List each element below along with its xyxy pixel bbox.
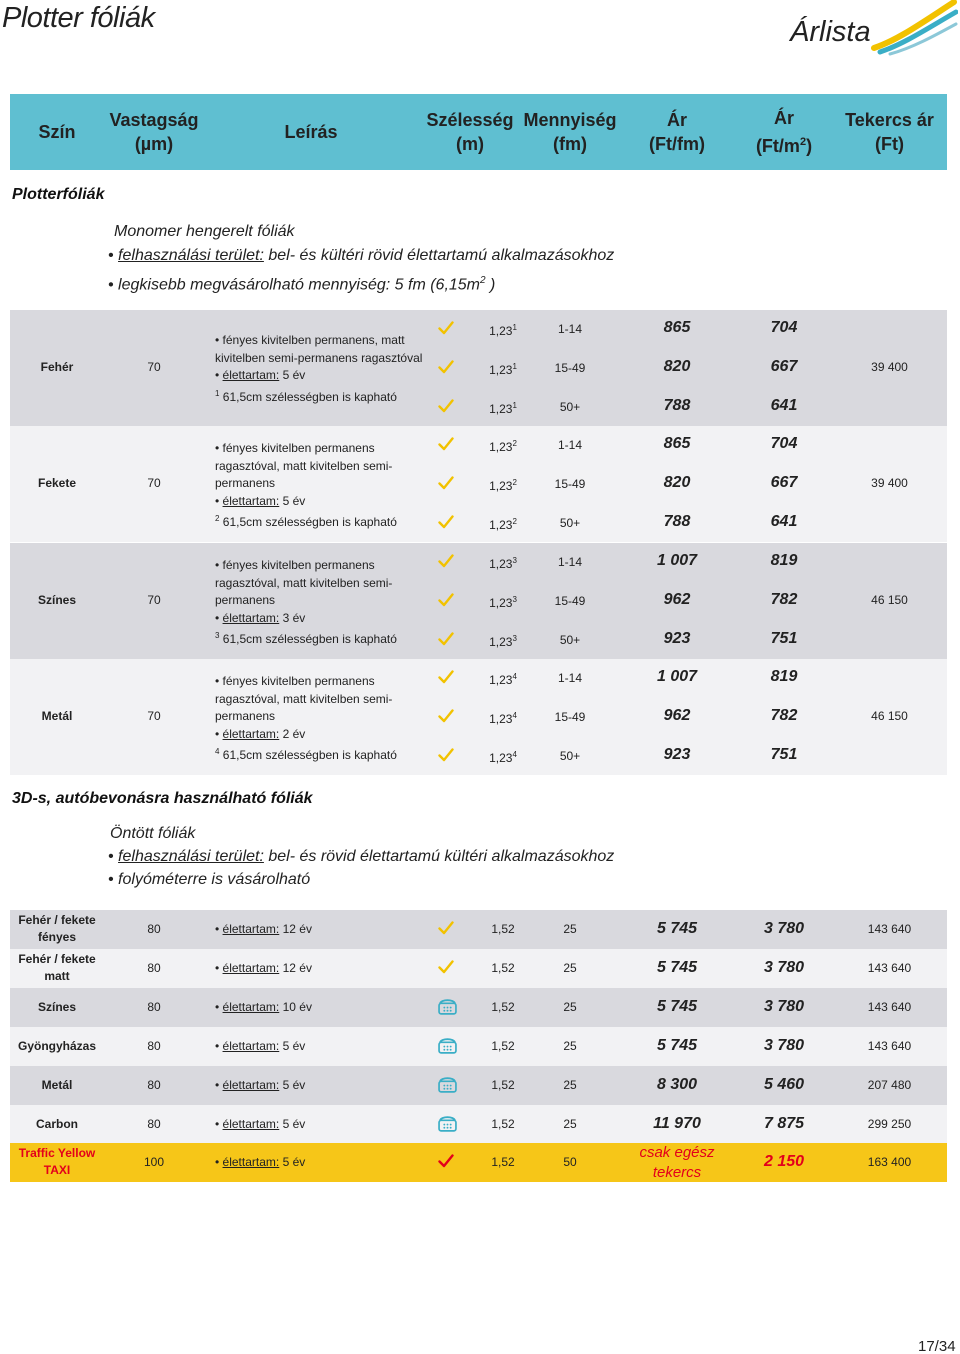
quantity-range: 15-49	[554, 594, 586, 608]
description: • élettartam: 10 év	[215, 1000, 312, 1014]
col-leiras: Leírás	[284, 122, 338, 142]
price-per-m2: 704	[770, 435, 798, 452]
width-value: 1,23$^4$	[489, 750, 517, 765]
price-per-m2: 782	[770, 591, 798, 608]
price-per-fm: 962	[663, 591, 691, 608]
price-per-m2: 667	[770, 358, 798, 375]
price-per-fm: 5 745	[656, 920, 698, 937]
quantity-range: 15-49	[554, 710, 586, 724]
color-name: Színes	[37, 1000, 76, 1014]
table-row	[10, 1027, 947, 1066]
table-row	[10, 910, 947, 949]
quantity: 50	[563, 1155, 577, 1169]
width-value: 1,23$^1$	[489, 401, 517, 416]
color-name: Színes	[37, 593, 76, 607]
description: • fényes kivitelben permanens ragasztóval, matt kivitelben semi- permanens • élettartam: 2 év $^4$ 61,5cm szélességben is kapható	[215, 674, 397, 762]
section-plotterfoliak-title: Plotterfóliák	[12, 186, 105, 203]
price-per-m2: 751	[770, 746, 798, 763]
section2-line2: • felhasználási terület: bel- és rövid élettartamú kültéri alkalmazásokhoz	[108, 848, 615, 865]
quantity-range: 50+	[559, 749, 581, 763]
width-value: 1,52	[491, 961, 515, 975]
col-szelesseg: Szélesség (m)	[426, 110, 514, 154]
thickness: 70	[147, 360, 161, 374]
table-header	[10, 94, 947, 170]
price-per-m2: 3 780	[763, 1037, 805, 1054]
price-per-m2: 2 150	[763, 1153, 805, 1170]
roll-price: 39 400	[871, 476, 908, 490]
color-name: Fehér	[40, 360, 74, 374]
width-value: 1,23$^4$	[489, 711, 517, 726]
price-per-m2: 7 875	[763, 1115, 805, 1132]
price-per-m2: 641	[770, 513, 798, 530]
price-per-fm: 820	[663, 474, 691, 491]
width-value: 1,23$^3$	[489, 634, 517, 649]
table-row	[10, 426, 947, 542]
table-row	[10, 1066, 947, 1105]
price-per-m2: 751	[770, 630, 798, 647]
table-row	[10, 543, 947, 659]
section1-line1: Monomer hengerelt fóliák	[114, 223, 295, 240]
width-value: 1,23$^2$	[489, 517, 517, 532]
col-szin: Szín	[38, 122, 76, 142]
quantity-range: 1-14	[557, 671, 583, 685]
col-tekercs: Tekercs ár (Ft)	[845, 110, 934, 154]
price-list-title: Árlista	[790, 16, 871, 48]
color-name: Traffic Yellow TAXI	[18, 1146, 96, 1177]
roll-price: 143 640	[867, 961, 912, 975]
price-per-m2: 3 780	[763, 920, 805, 937]
price-per-fm: 820	[663, 358, 691, 375]
quantity: 25	[563, 961, 577, 975]
price-per-m2: 667	[770, 474, 798, 491]
price-per-m2: 704	[770, 319, 798, 336]
thickness: 70	[147, 593, 161, 607]
color-name: Metál	[41, 1078, 73, 1092]
section1-line3: • legkisebb megvásárolható mennyiség: 5 fm ($6,15m^2$ )	[108, 275, 496, 294]
page-title: Plotter fóliák	[2, 2, 155, 34]
price-per-m2: 641	[770, 397, 798, 414]
quantity-range: 50+	[559, 516, 581, 530]
roll-price: 299 250	[867, 1117, 912, 1131]
price-per-fm: 962	[663, 707, 691, 724]
quantity-range: 50+	[559, 633, 581, 647]
brand-swoosh-logo	[868, 0, 958, 56]
section2-line3: • folyóméterre is vásárolható	[108, 871, 311, 888]
thickness: 80	[147, 1039, 161, 1053]
col-ar-fm: Ár (Ft/fm)	[649, 110, 705, 154]
width-value: 1,23$^3$	[489, 595, 517, 610]
price-per-m2: 819	[770, 668, 798, 685]
width-value: 1,52	[491, 1078, 515, 1092]
thickness: 80	[147, 961, 161, 975]
price-per-fm: 1 007	[656, 552, 698, 569]
color-name: Gyöngyházas	[17, 1039, 97, 1053]
roll-price: 143 640	[867, 922, 912, 936]
thickness: 80	[147, 1078, 161, 1092]
section2-line1: Öntött fóliák	[110, 825, 196, 842]
price-per-m2: 5 460	[763, 1076, 805, 1093]
description: • élettartam: 5 év	[215, 1117, 306, 1131]
table-row	[10, 659, 947, 775]
price-per-fm: 11 970	[653, 1115, 701, 1132]
price-per-m2: 819	[770, 552, 798, 569]
width-value: 1,52	[491, 922, 515, 936]
width-value: 1,52	[491, 1000, 515, 1014]
roll-price: 46 150	[871, 709, 908, 723]
width-value: 1,23$^4$	[489, 672, 517, 687]
price-per-fm: 5 745	[656, 959, 698, 976]
col-mennyiseg: Mennyiség (fm)	[523, 110, 617, 154]
roll-price: 207 480	[867, 1078, 912, 1092]
table-row	[10, 1105, 947, 1144]
quantity-range: 1-14	[557, 555, 583, 569]
roll-price: 39 400	[871, 360, 908, 374]
quantity: 25	[563, 1000, 577, 1014]
price-per-m2: 3 780	[763, 998, 805, 1015]
width-value: 1,52	[491, 1117, 515, 1131]
color-name: Carbon	[36, 1117, 78, 1131]
quantity-range: 15-49	[554, 477, 586, 491]
price-per-fm: 923	[663, 630, 691, 647]
description: • fényes kivitelben permanens ragasztóval, matt kivitelben semi- permanens • élettartam: 5 év $^2$ 61,5cm szélességben is kapható	[215, 441, 397, 529]
thickness: 100	[143, 1155, 165, 1169]
thickness: 80	[147, 922, 161, 936]
col-vastagsag: Vastagság (µm)	[109, 110, 199, 154]
width-value: 1,23$^1$	[489, 323, 517, 338]
description: • élettartam: 5 év	[215, 1039, 306, 1053]
roll-price: 46 150	[871, 593, 908, 607]
width-value: 1,23$^3$	[489, 556, 517, 571]
price-per-fm: 788	[663, 513, 691, 530]
color-name: Fekete	[37, 476, 77, 490]
quantity: 25	[563, 1039, 577, 1053]
table-row	[10, 949, 947, 988]
color-name: Fehér / fekete matt	[18, 952, 96, 983]
width-value: 1,52	[491, 1039, 515, 1053]
quantity: 25	[563, 1078, 577, 1092]
roll-price: 143 640	[867, 1000, 912, 1014]
col-ar-m2: Ár $(Ft/m^2)$	[755, 108, 813, 156]
quantity-range: 1-14	[557, 322, 583, 336]
page-number: 17/34	[918, 1338, 956, 1354]
price-per-m2: 3 780	[763, 959, 805, 976]
quantity-range: 15-49	[554, 361, 586, 375]
width-value: 1,23$^1$	[489, 362, 517, 377]
quantity: 25	[563, 922, 577, 936]
width-value: 1,23$^2$	[489, 439, 517, 454]
description: • élettartam: 5 év	[215, 1078, 306, 1092]
price-per-fm: 865	[663, 319, 691, 336]
price-per-m2: 782	[770, 707, 798, 724]
thickness: 80	[147, 1000, 161, 1014]
section-3d-title: 3D-s, autóbevonásra használható fóliák	[12, 790, 313, 807]
color-name: Fehér / fekete fényes	[18, 913, 96, 944]
price-per-fm: 5 745	[656, 998, 698, 1015]
thickness: 80	[147, 1117, 161, 1131]
quantity-range: 1-14	[557, 438, 583, 452]
description: • élettartam: 12 év	[215, 922, 312, 936]
quantity-range: 50+	[559, 400, 581, 414]
description: • élettartam: 12 év	[215, 961, 312, 975]
roll-price: 163 400	[867, 1155, 912, 1169]
price-per-fm-note: csak egész tekercs	[639, 1144, 715, 1181]
price-per-fm: 923	[663, 746, 691, 763]
table-row	[10, 988, 947, 1027]
width-value: 1,52	[491, 1155, 515, 1169]
price-per-fm: 788	[663, 397, 691, 414]
description: • fényes kivitelben permanens ragasztóval, matt kivitelben semi- permanens • élettartam: 3 év $^3$ 61,5cm szélességben is kapható	[215, 558, 397, 646]
table-row	[10, 310, 947, 426]
price-per-fm: 1 007	[656, 668, 698, 685]
description: • fényes kivitelben permanens, matt kivitelben semi-permanens ragasztóval • élettartam: 5 év $^1$ 61,5cm szélességben is kapható	[215, 333, 423, 404]
price-per-fm: 5 745	[656, 1037, 698, 1054]
thickness: 70	[147, 476, 161, 490]
price-per-fm: 865	[663, 435, 691, 452]
color-name: Metál	[41, 709, 73, 723]
description: • élettartam: 5 év	[215, 1155, 306, 1169]
width-value: 1,23$^2$	[489, 478, 517, 493]
table-row	[10, 1143, 947, 1182]
quantity: 25	[563, 1117, 577, 1131]
price-per-fm: 8 300	[656, 1076, 698, 1093]
roll-price: 143 640	[867, 1039, 912, 1053]
thickness: 70	[147, 709, 161, 723]
section1-line2: • felhasználási terület: bel- és kültéri rövid élettartamú alkalmazásokhoz	[108, 247, 615, 264]
